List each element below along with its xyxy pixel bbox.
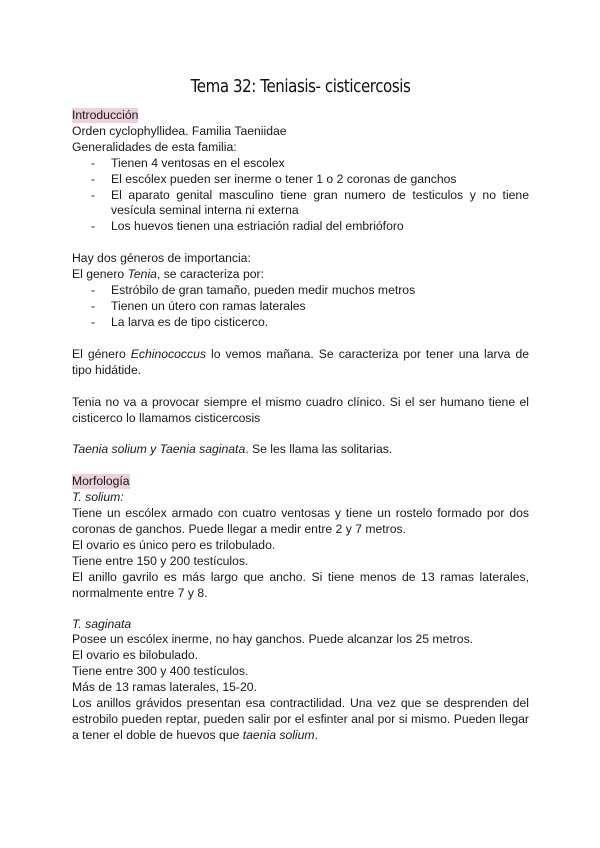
order-line: Orden cyclophyllidea. Familia Taeniidae — [72, 123, 287, 138]
section-heading-morfologia: Morfología — [72, 474, 130, 489]
list-item: - Tienen un útero con ramas laterales — [72, 299, 529, 315]
solium-line: El ovario es único pero es trilobulado. — [72, 537, 276, 552]
list-item: - Estróbilo de gran tamaño, pueden medir muchos metros — [72, 283, 529, 299]
list-item: - El escólex pueden ser inerme o tener 1 o 2 coronas de ganchos — [72, 172, 529, 188]
list-item: - La larva es de tipo cisticerco. — [72, 315, 529, 331]
solium-line: Tiene entre 150 y 200 testículos. — [72, 553, 249, 568]
list-item: - Tienen 4 ventosas en el escolex — [72, 156, 529, 172]
document-page — [72, 76, 529, 744]
tenia-line: El genero Tenia, se caracteriza por: — [72, 267, 264, 282]
species-label-solium: T. solium: — [72, 490, 124, 505]
saginata-line: Más de 13 ramas laterales, 15-20. — [72, 680, 257, 695]
list-item: - Los huevos tienen una estriación radial del embrióforo — [72, 219, 529, 235]
saginata-line: Tiene entre 300 y 400 testículos. — [72, 664, 249, 679]
echinococcus-paragraph: El género Echinococcus lo vemos mañana. Se caracteriza por tener una larva de tipo hidátide. — [72, 346, 530, 377]
cisticercosis-paragraph: Tenia no va a provocar siempre el mismo cuadro clínico. Si el ser humano tiene el cisticerco lo llamamos cisticercosis — [72, 394, 529, 425]
solium-line: Tiene un escólex armado con cuatro ventosas y tiene un rostelo formado por dos coronas de ganchos. Puede llegar a medir entre 2 y 7 metros. — [72, 506, 529, 537]
general-list — [72, 156, 529, 236]
genus-name-echinococcus: Echinococcus — [130, 346, 206, 361]
species-name-inline: taenia solium — [242, 727, 315, 742]
tenia-list — [72, 283, 529, 331]
genus-name-tenia: Tenia — [127, 267, 157, 282]
list-item: - El aparato genital masculino tiene gran numero de testiculos y no tiene vesícula seminal interna ni externa — [72, 188, 529, 220]
section-heading-introduccion: Introducción — [72, 108, 139, 122]
solium-line: El anillo gavrilo es más largo que ancho. Si tiene menos de 13 ramas laterales, normalmente entre 7 y 8. — [72, 569, 529, 600]
saginata-line: Posee un escólex inerme, no hay ganchos. Puede alcanzar los 25 metros. — [72, 632, 474, 647]
anillos-paragraph: Los anillos grávidos presentan esa contractilidad. Una vez que se desprenden del estrobilo pueden reptar, pueden salir por el esfinter anal por si mismo. Pueden llegar a tener el doble de huevos que taenia solium. — [72, 696, 529, 742]
species-names: Taenia solium y Taenia saginata — [72, 442, 246, 457]
saginata-line: El ovario es bilobulado. — [72, 648, 199, 663]
species-line: Taenia solium y Taenia saginata. Se les llama las solitarias. — [72, 442, 393, 457]
genera-label: Hay dos géneros de importancia: — [72, 251, 251, 266]
species-label-saginata: T. saginata — [72, 616, 132, 631]
general-label: Generalidades de esta familia: — [72, 139, 237, 154]
page-title: Tema 32: Teniasis- cisticercosis — [190, 77, 411, 97]
